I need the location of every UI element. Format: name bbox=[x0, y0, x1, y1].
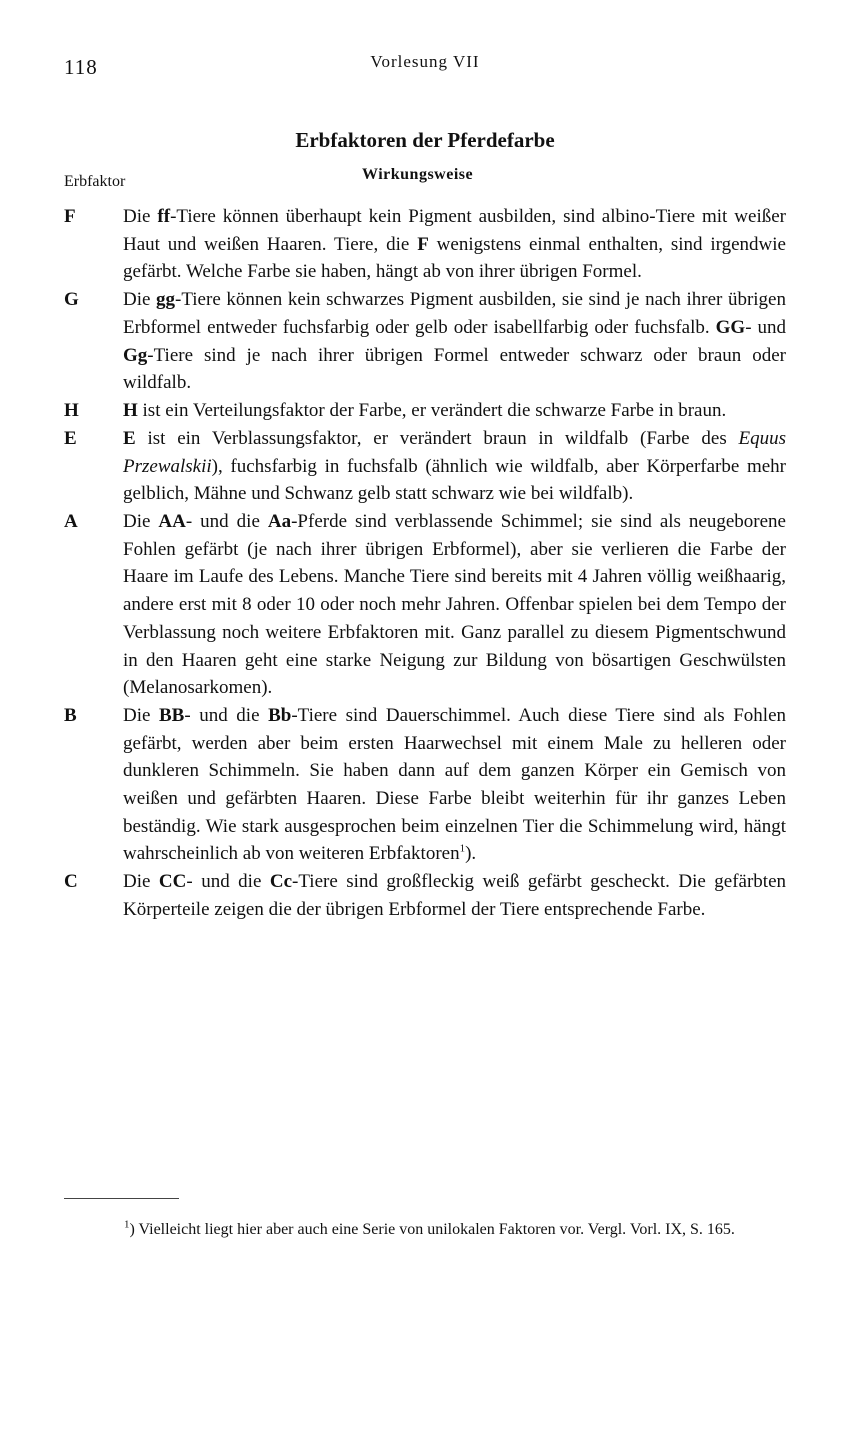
factor-entry-a bbox=[64, 508, 786, 702]
factor-description: Die ff-Tiere können überhaupt kein Pigment ausbilden, sind albino-Tiere mit weißer Haut und weißen Haaren. Tiere, die F wenigstens einmal enthalten, sind irgendwie gefärbt. Welche Farbe sie haben, hängt ab von ihrer übrigen Formel. bbox=[123, 206, 786, 283]
footnote: $^1$) Vielleicht liegt hier aber auch eine Serie von unilokalen Faktoren vor. Vergl. Vorl. IX, S. 165. bbox=[124, 1218, 735, 1238]
factor-description: Die AA- und die Aa-Pferde sind verblassende Schimmel; sie sind als neugeborene Fohlen gefärbt (je nach ihrer übrigen Erbformel), aber sie verlieren die Farbe der Haare im Laufe des Lebens. Manche Tiere sind bereits mit 4 Jahren völlig weißhaarig, andere erst mit 8 oder 10 oder noch mehr Jahren. Offenbar spielen bei dem Tempo der Verblassung noch weitere Erbfaktoren mit. Ganz parallel zu diesem Pigmentschwund in den Haaren geht eine starke Neigung zur Bildung von bösartigen Geschwülsten (Melanosarkomen). bbox=[123, 511, 786, 699]
factor-label: C bbox=[64, 871, 78, 893]
column-header-factor: Erbfaktor bbox=[64, 173, 126, 190]
factor-label: F bbox=[64, 206, 76, 227]
factor-description: H ist ein Verteilungsfaktor der Farbe, er verändert die schwarze Farbe in braun. bbox=[123, 399, 727, 421]
running-head: Vorlesung VII bbox=[370, 52, 480, 71]
factor-list bbox=[64, 203, 786, 924]
footnote-divider bbox=[64, 1198, 179, 1199]
page-number: 118 bbox=[64, 55, 98, 79]
factor-entry-b bbox=[64, 702, 786, 868]
factor-label: A bbox=[64, 511, 78, 533]
factor-label: H bbox=[64, 399, 79, 421]
factor-entry-h bbox=[64, 397, 786, 425]
factor-label: E bbox=[64, 427, 77, 449]
factor-description: E ist ein Verblassungsfaktor, er verändert braun in wildfalb (Farbe des Equus Przewalskii), fuchsfarbig in fuchsfalb (ähnlich wie wildfalb, aber Körperfarbe mehr gelblich, Mähne und Schwanz gelb statt schwarz wie bei wildfalb). bbox=[123, 427, 786, 505]
factor-label: B bbox=[64, 704, 77, 726]
factor-entry-f bbox=[64, 203, 786, 286]
factor-entry-c bbox=[64, 868, 786, 923]
factor-entry-e bbox=[64, 425, 786, 508]
factor-description: Die BB- und die Bb-Tiere sind Dauerschimmel. Auch diese Tiere sind als Fohlen gefärbt, werden aber beim ersten Haarwechsel mit einem Male zu helleren oder dunkleren Schimmeln. Sie haben dann auf dem ganzen Körper ein Gemisch von weißen und gefärbten Haaren. Diese Farbe bleibt weiterhin für ihr ganzes Leben beständig. Wie stark ausgesprochen beim einzelnen Tier die Schimmelung wird, hängt wahrscheinlich ab von weiteren Erbfaktoren$^1$). bbox=[123, 704, 786, 865]
factor-description: Die gg-Tiere können kein schwarzes Pigment ausbilden, sie sind je nach ihrer übrigen Erbformel entweder fuchsfarbig oder gelb oder isabellfarbig oder fuchsfalb. GG- und Gg-Tiere sind je nach ihrer übrigen Formel entweder schwarz oder braun oder wildfalb. bbox=[123, 289, 787, 394]
factor-label: G bbox=[64, 289, 79, 311]
factor-description: Die CC- und die Cc-Tiere sind großfleckig weiß gefärbt gescheckt. Die gefärbten Körperteile zeigen die der übrigen Erbformel der Tiere entsprechende Farbe. bbox=[123, 871, 786, 920]
factor-entry-g bbox=[64, 286, 786, 397]
table-title: Erbfaktoren der Pferdefarbe bbox=[295, 128, 555, 152]
column-header-effect: Wirkungsweise bbox=[362, 166, 474, 183]
